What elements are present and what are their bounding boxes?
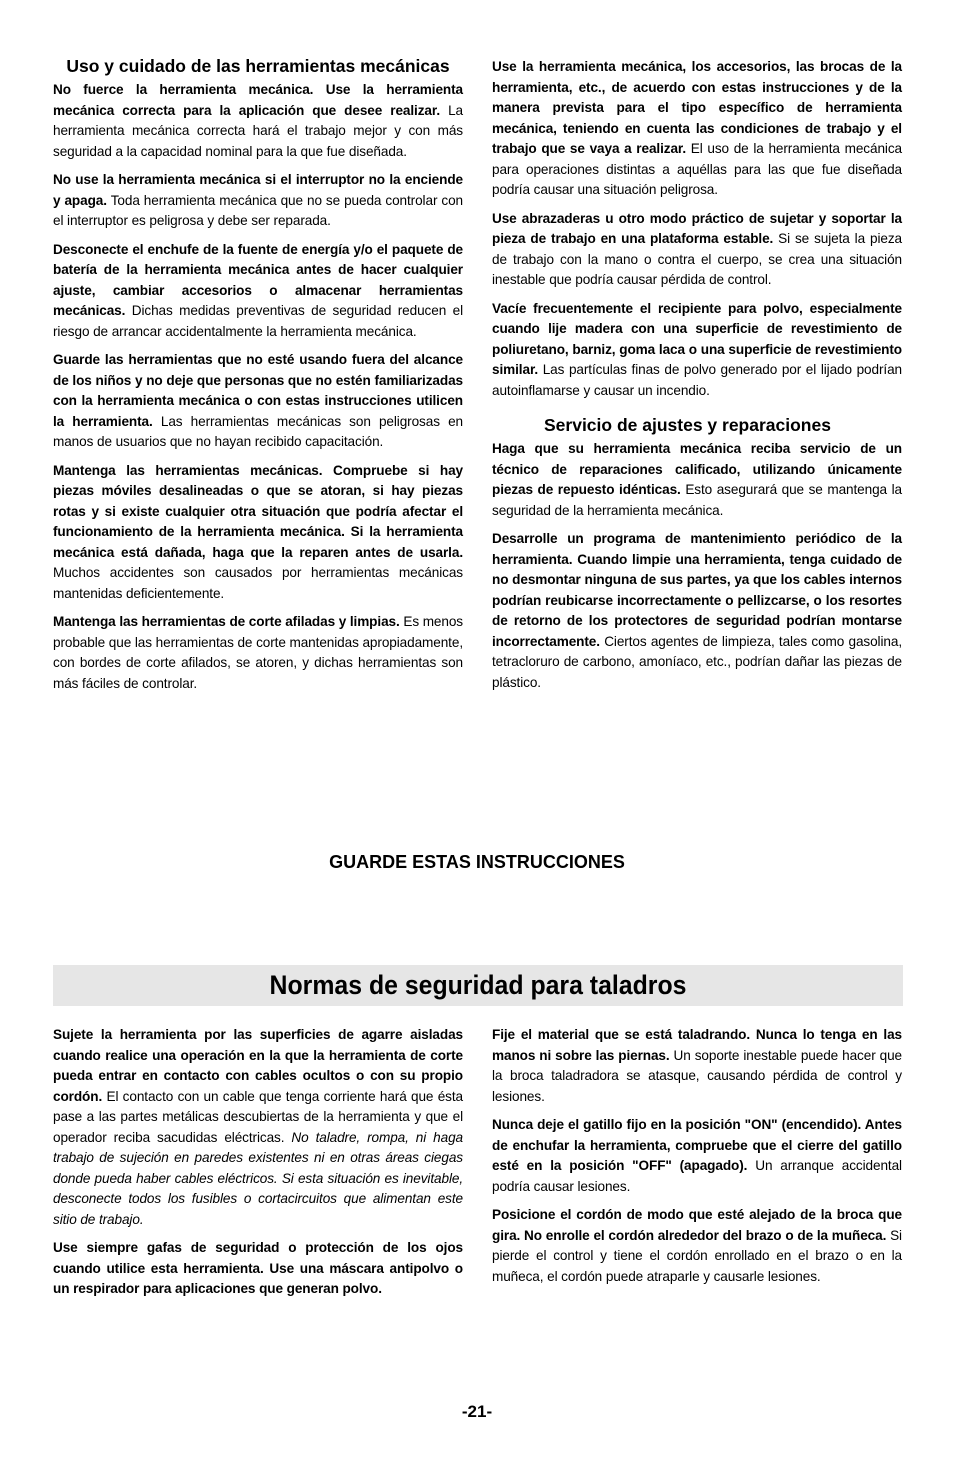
keep-instructions-heading: GUARDE ESTAS INSTRUCCIONES — [329, 852, 625, 872]
paragraph: Sujete la herramienta por las superficies de agarre aisladas cuando realice una operación en la que la herramienta de corte pueda entrar en contacto con cables ocultos o con su propio cordón. El contacto con un cable que tenga corriente hará que ésta pase a las partes metálicas descubiertas de la herramienta y que el operador reciba sacudidas eléctricas. No taladre, rompa, ni haga trabajo de sujeción en paredes existentes ni en otras áreas ciegas donde pueda haber cables eléctricos. Si esta situación es inevitable, desconecte todos los fusibles o cortacircuitos que alimentan este sitio de trabajo. — [53, 1027, 464, 1227]
paragraph: No fuerce la herramienta mecánica. Use la herramienta mecánica correcta para la aplicación que desee realizar. La herramienta mecánica correcta hará el trabajo mejor y con más seguridad a la capacidad nominal para la que fue diseñada. — [53, 82, 463, 159]
paragraph: Desconecte el enchufe de la fuente de energía y/o el paquete de batería de la herramienta mecánica antes de hacer cualquier ajuste, cambiar accesorios o almacenar herramientas mecánicas. Dichas medidas preventivas de seguridad reducen el riesgo de arrancar accidentalmente la herramienta mecánica. — [53, 241, 463, 339]
section-banner — [53, 965, 903, 1006]
paragraph: Haga que su herramienta mecánica reciba servicio de un técnico de reparaciones calificado, utilizando únicamente piezas de repuesto idénticas. Esto asegurará que se mantenga la seguridad de la herramienta mecánica. — [492, 441, 902, 518]
section-heading-use-care: Uso y cuidado de las herramientas mecánicas — [66, 56, 450, 76]
page-number: -21- — [461, 1402, 493, 1421]
paragraph: Vacíe frecuentemente el recipiente para polvo, especialmente cuando lije madera con una superficie de revestimiento de poliuretano, barniz, goma laca o una superficie de revestimiento similar. Las partículas finas de polvo generado por el lijado podrían autoinflamarse y causar un incendio. — [492, 300, 902, 398]
paragraph: Mantenga las herramientas mecánicas. Compruebe si hay piezas móviles desalineadas o que se atoran, si hay piezas rotas y si existe cualquier otra situación que podría afectar el funcionamiento de la herramienta mecánica. Si la herramienta mecánica está dañada, haga que la reparen antes de usarla. Muchos accidentes son causados por herramientas mecánicas mantenidas deficientemente. — [53, 462, 463, 601]
drill-left-column — [53, 1025, 463, 1308]
section-title: Normas de seguridad para taladros — [269, 970, 687, 1000]
paragraph: Desarrolle un programa de mantenimiento periódico de la herramienta. Cuando limpie una herramienta, tenga cuidado de no desmontar ninguna de sus partes, ya que los cables internos podrían reubicarse incorrectamente o pellizcarse, o los resortes de retorno de los protectores de seguridad podrían montarse incorrectamente. Ciertos agentes de limpieza, tales como gasolina, tetracloruro de carbono, amoníaco, etc., podrían dañar las piezas de plástico. — [492, 531, 902, 690]
paragraph: Fije el material que se está taladrando. Nunca lo tenga en las manos ni sobre las piernas. Un soporte inestable puede hacer que la broca taladradora se atasque, causando pérdida de control y lesiones. — [492, 1027, 902, 1104]
left-column — [53, 56, 463, 702]
paragraph: Guarde las herramientas que no esté usando fuera del alcance de los niños y no deje que personas que no estén familiarizadas con la herramienta mecánica o con estas instrucciones utilicen la herramienta. Las herramientas mecánicas son peligrosas en manos de usuarios que no hayan recibido capacitación. — [53, 352, 463, 449]
paragraph: Posicione el cordón de modo que esté alejado de la broca que gira. No enrolle el cordón alrededor del brazo o de la muñeca. Si pierde el control y tiene el cordón enrollado en el brazo o en la muñeca, el cordón puede atraparle y causarle lesiones. — [492, 1207, 902, 1284]
paragraph: Use siempre gafas de seguridad o protección de los ojos cuando utilice esta herramienta. Use una máscara antipolvo o un respirador para aplicaciones que generan polvo. — [53, 1240, 463, 1296]
section-heading-service: Servicio de ajustes y reparaciones — [544, 415, 831, 435]
paragraph: Mantenga las herramientas de corte afiladas y limpias. Es menos probable que las herramientas de corte mantenidas apropiadamente, con bordes de corte afilados, se atoren, y dichas herramientas son más fáciles de controlar. — [53, 614, 463, 691]
drill-right-column — [492, 1025, 902, 1295]
paragraph: Nunca deje el gatillo fijo en la posición "ON" (encendido). Antes de enchufar la herramienta, compruebe que el cierre del gatillo esté en la posición "OFF" (apagado). Un arranque accidental podría causar lesiones. — [492, 1117, 902, 1194]
paragraph: No use la herramienta mecánica si el interruptor no la enciende y apaga. Toda herramienta mecánica que no se pueda controlar con el interruptor es peligrosa y debe ser reparada. — [53, 172, 463, 228]
right-column — [492, 57, 902, 701]
paragraph: Use la herramienta mecánica, los accesorios, las brocas de la herramienta, etc., de acuerdo con estas instrucciones y de la manera prevista para el tipo específico de herramienta mecánica, teniendo en cuenta las condiciones de trabajo y el trabajo que se vaya a realizar. El uso de la herramienta mecánica para operaciones distintas a aquéllas para las que fue diseñada podría causar una situación peligrosa. — [492, 59, 902, 197]
paragraph: Use abrazaderas u otro modo práctico de sujetar y soportar la pieza de trabajo en una plataforma estable. Si se sujeta la pieza de trabajo con la mano o contra el cuerpo, se crea una situación inestable que podría causar pérdida de control. — [492, 210, 902, 287]
